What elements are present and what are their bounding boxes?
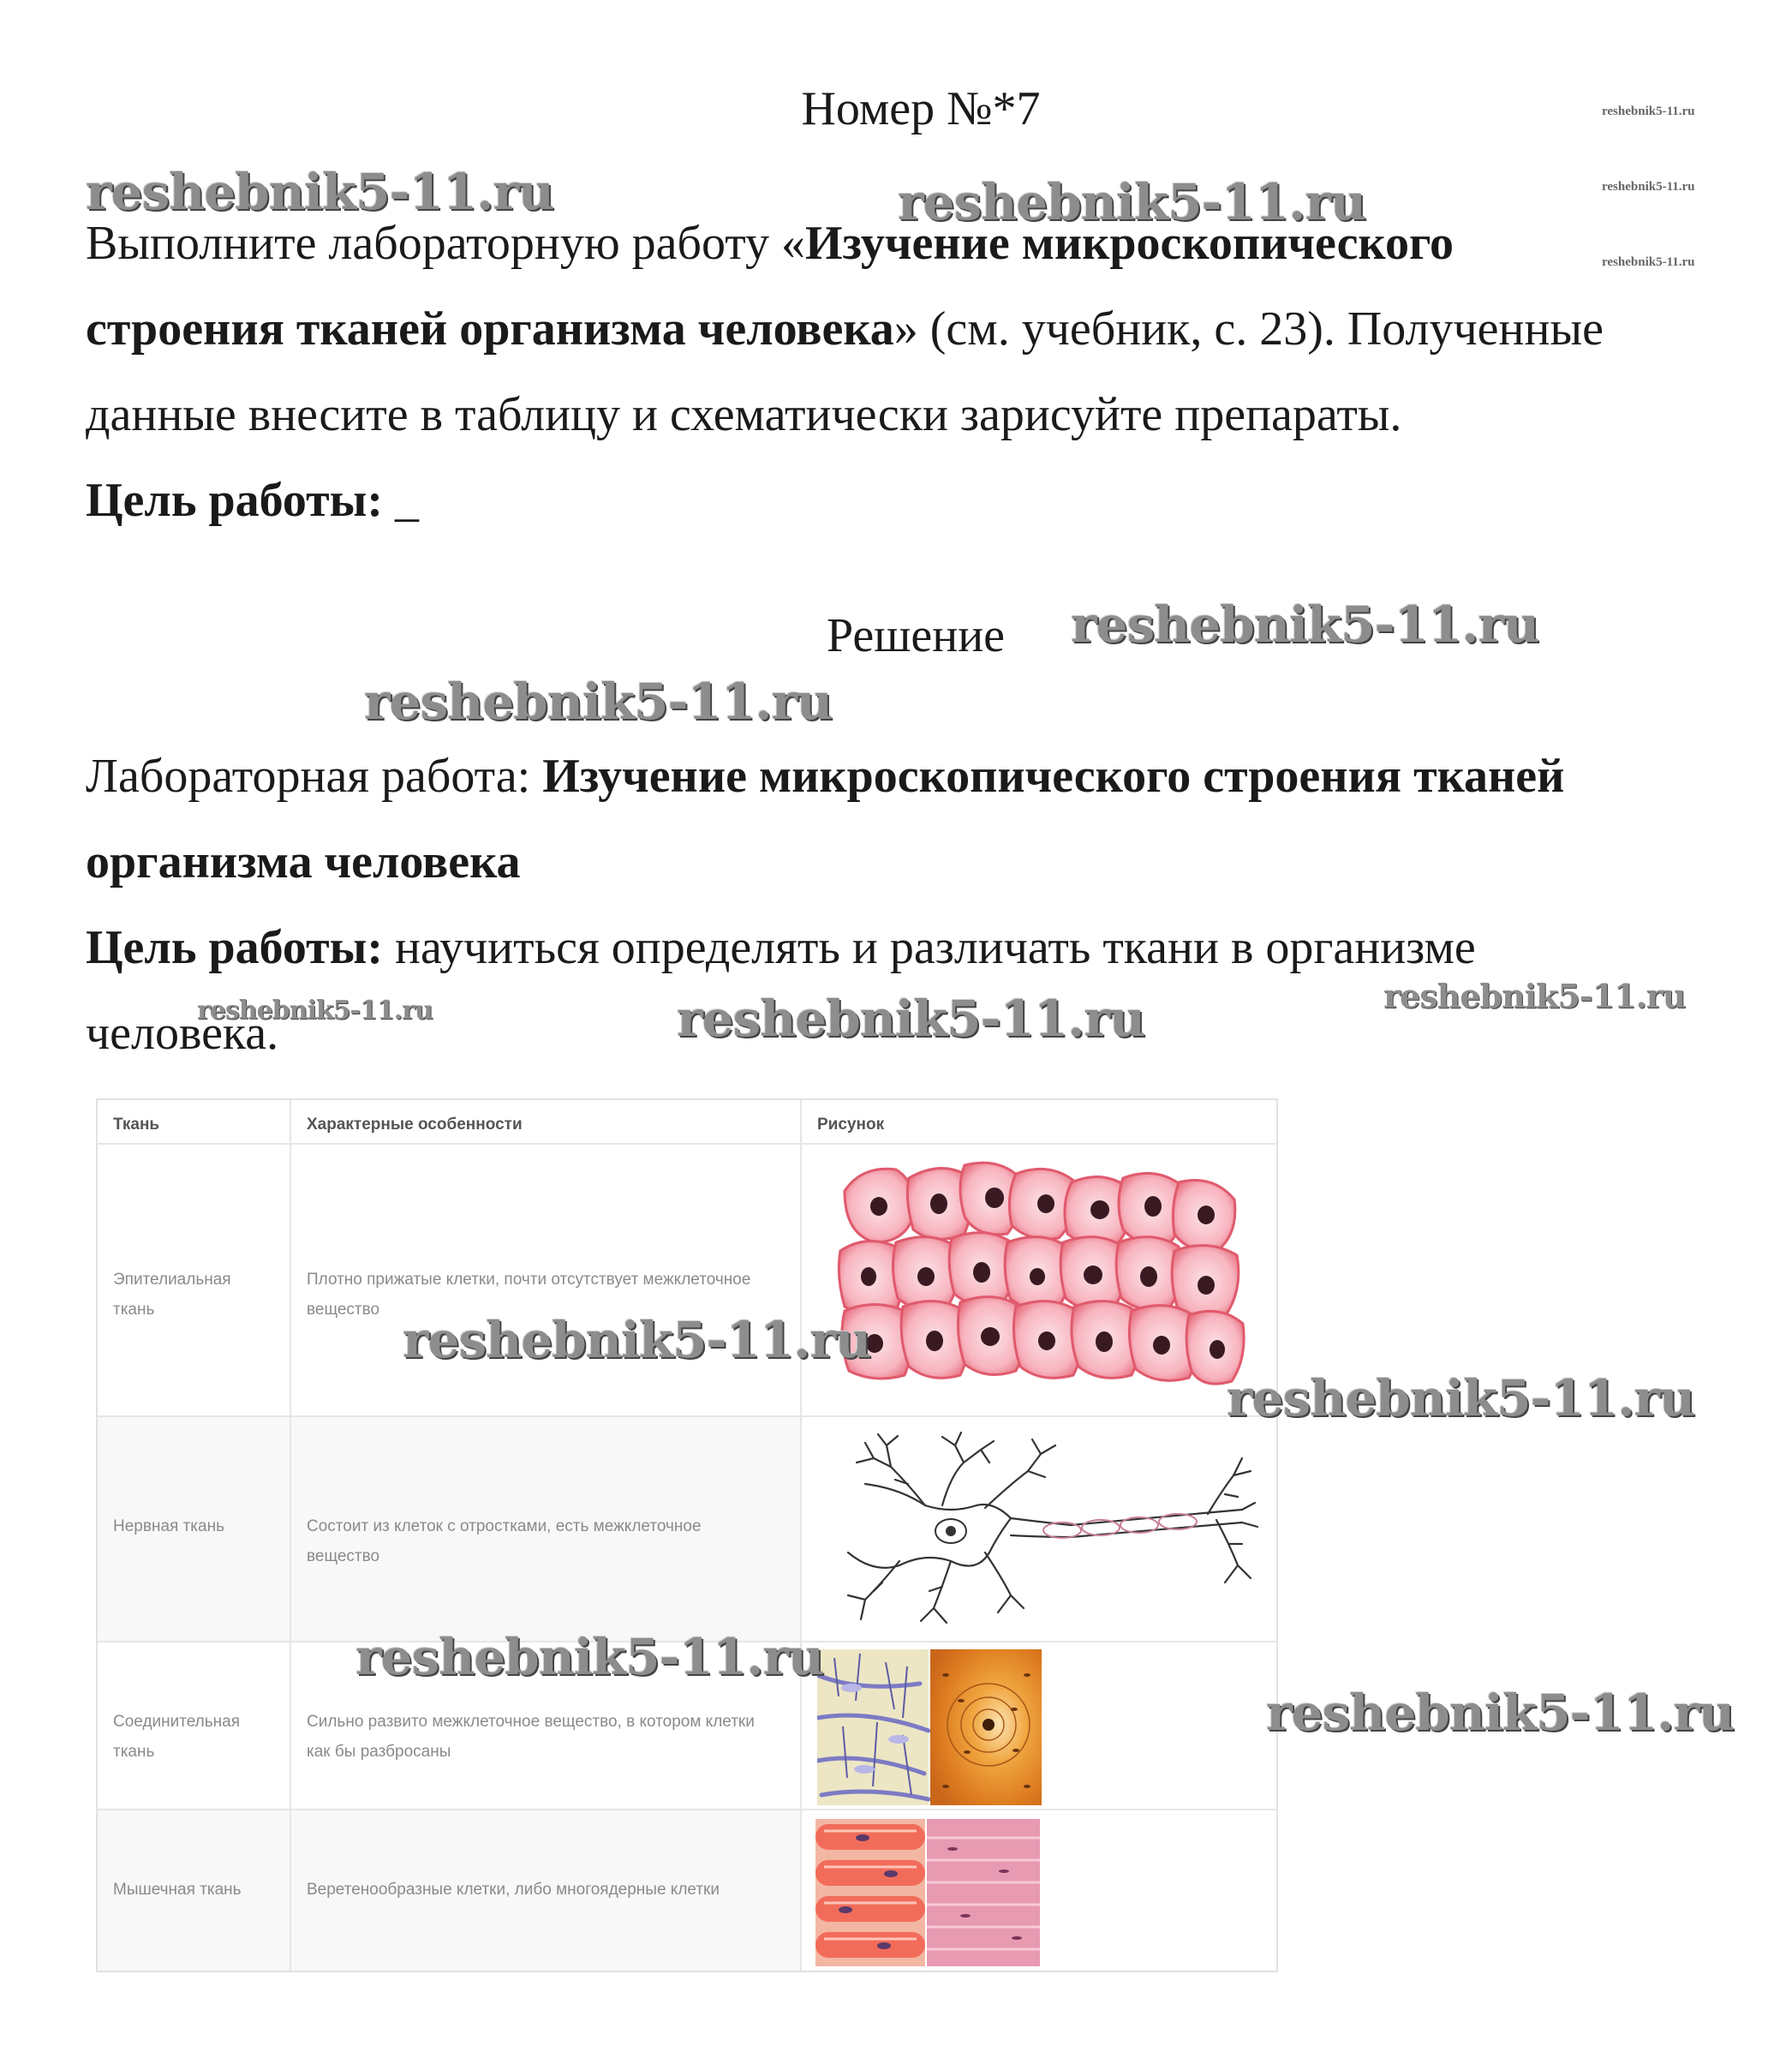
lab-title-line-1: Лабораторная работа: Изучение микроскопического строения тканей (86, 750, 1565, 803)
goal-line: Цель работы: _ (86, 474, 419, 527)
tissue-features: Сильно развито межклеточное вещество, в котором клетки как бы разбросаны (307, 1713, 755, 1761)
watermark: reshebnik5-11.ru (1227, 1369, 1695, 1427)
header-tissue: Ткань (113, 1116, 160, 1134)
muscle-tissue-photos (815, 1819, 1040, 1966)
table-row (98, 1145, 1276, 1417)
tissue-name: Эпителиальная ткань (113, 1271, 231, 1319)
lab-goal-line-2: человека. (86, 1007, 279, 1060)
watermark-tiny: reshebnik5-11.ru (1602, 180, 1695, 194)
watermark: reshebnik5-11.ru (364, 673, 833, 731)
task-line-1: Выполните лабораторную работу «Изучение микроскопического (86, 217, 1454, 270)
watermark: reshebnik5-11.ru (677, 990, 1145, 1048)
tissue-name: Соединительная ткань (113, 1713, 241, 1761)
page-title: Номер №*7 (801, 82, 1041, 135)
lab-goal-line-1: Цель работы: научиться определять и различать ткани в организме (86, 921, 1476, 974)
tissue-features: Состоит из клеток с отростками, есть межклеточное вещество (307, 1517, 702, 1565)
watermark: reshebnik5-11.ru (1266, 1684, 1735, 1742)
watermark-tiny: reshebnik5-11.ru (1602, 105, 1695, 118)
watermark: reshebnik5-11.ru (1383, 977, 1686, 1015)
epithelial-cells-illustration (836, 1157, 1247, 1414)
table-row (98, 1417, 1276, 1642)
watermark: reshebnik5-11.ru (1071, 595, 1539, 654)
tissue-features: Плотно прижатые клетки, почти отсутствует межклеточное вещество (307, 1271, 751, 1319)
watermark: reshebnik5-11.ru (403, 1311, 871, 1369)
header-picture: Рисунок (817, 1116, 885, 1134)
tissue-features: Веретенообразные клетки, либо многоядерные клетки (307, 1881, 720, 1899)
tissue-table (96, 1098, 1278, 1972)
watermark-tiny: reshebnik5-11.ru (1602, 255, 1695, 269)
task-line-2: строения тканей организма человека» (см. учебник, с. 23). Полученные (86, 302, 1604, 356)
lab-title-line-2: организма человека (86, 835, 521, 888)
header-features: Характерные особенности (307, 1116, 523, 1134)
solution-label: Решение (827, 609, 1006, 662)
connective-tissue-photos (817, 1649, 1042, 1805)
watermark: reshebnik5-11.ru (898, 173, 1366, 231)
tissue-name: Нервная ткань (113, 1517, 224, 1535)
watermark: reshebnik5-11.ru (355, 1628, 824, 1686)
task-line-3: данные внесите в таблицу и схематически зарисуйте препараты. (86, 388, 1402, 441)
tissue-name: Мышечная ткань (113, 1881, 242, 1899)
watermark: reshebnik5-11.ru (197, 996, 433, 1026)
watermark: reshebnik5-11.ru (86, 163, 554, 221)
neuron-illustration (814, 1424, 1263, 1638)
table-row (98, 1810, 1276, 1971)
table-header-row (98, 1100, 1276, 1145)
